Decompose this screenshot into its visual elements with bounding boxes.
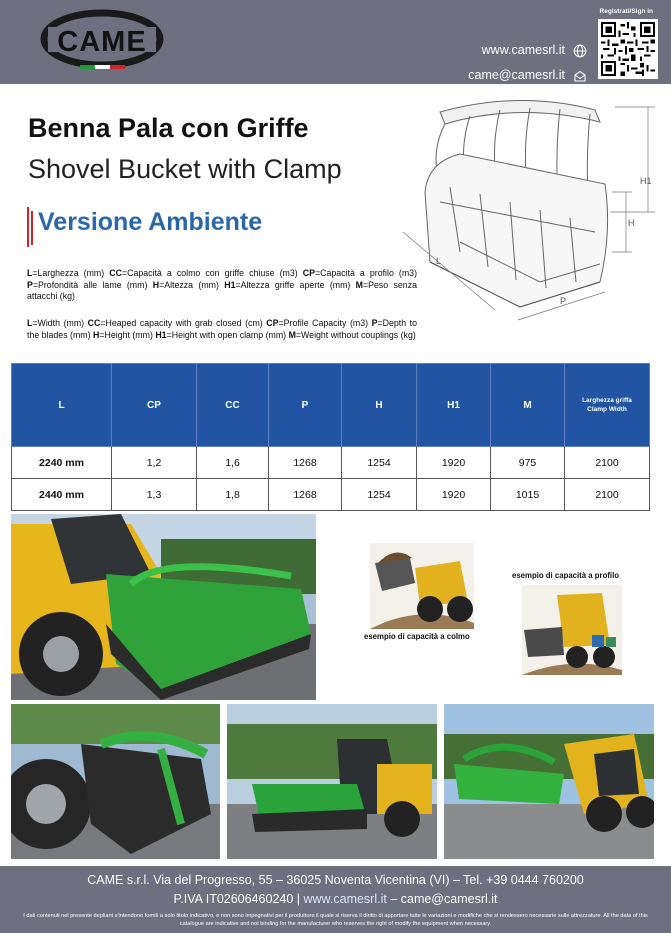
table-cell: 1268: [269, 447, 342, 479]
footer-website-link[interactable]: www.camesrl.it: [303, 892, 387, 906]
table-cell: 1254: [342, 479, 417, 511]
caption-profile-capacity: esempio di capacità a profilo: [512, 571, 620, 580]
photo-telehandler-front: [227, 704, 437, 859]
header-h1: H1: [417, 364, 491, 447]
came-logo: [40, 9, 164, 73]
header-clamp-width: Larghezza griffa Clamp Width: [565, 364, 650, 447]
footer-disclaimer: I dati contenuti nel presente depliant s'intendono forniti a solo titolo indicativo, e non sono impegnativi per il produttore il quale si riserva il diritto di apportare tutte le variazioni e modifiche che si rendessero necessarie sulle attrezzature. All the data of this catalogue are indicative and not binding for the manufacturer who reserves the right of modify the equipment when necessary.: [23, 913, 648, 927]
table-header-row: [12, 364, 650, 447]
table-cell: 1920: [417, 447, 491, 479]
version-accent-bars: [26, 207, 36, 247]
photo-telehandler-side: [444, 704, 654, 859]
header-h: H: [342, 364, 417, 447]
footer-address: CAME s.r.l. Via del Progresso, 55 – 36025 Noventa Vicentina (VI) – Tel. +39 0444 760200: [87, 873, 584, 887]
svg-text:L: L: [436, 256, 442, 266]
mail-icon: [573, 69, 587, 83]
svg-text:CAME: CAME: [57, 26, 147, 58]
photo-bucket-on-telehandler: [11, 514, 316, 700]
table-row: [12, 479, 650, 511]
footer-contacts: P.IVA IT02606460240 | www.camesrl.it – came@camesrl.it: [173, 892, 498, 906]
illustration-profile-capacity: [522, 585, 622, 675]
header-band: [0, 0, 671, 84]
table-cell: 1268: [269, 479, 342, 511]
table-cell: 2100: [565, 479, 650, 511]
caption-heaped-capacity: esempio di capacità a colmo: [364, 632, 470, 641]
table-cell: 975: [491, 447, 565, 479]
svg-text:H1: H1: [640, 176, 652, 186]
table-cell: 1015: [491, 479, 565, 511]
email-link[interactable]: came@camesrl.it: [468, 68, 565, 82]
table-cell: 1,8: [197, 479, 269, 511]
qr-code[interactable]: [598, 19, 658, 79]
table-row: [12, 447, 650, 479]
footer-band: [0, 866, 671, 933]
table-cell: 2100: [565, 447, 650, 479]
legend-italian: L=Larghezza (mm) CC=Capacità a colmo con griffe chiuse (m3) CP=Capacità a profilo (m3) P=Profondità alle lame (mm) H=Altezza (mm) H1=Altezza griffe aperte (mm) M=Peso senza attacchi (kg): [27, 268, 417, 301]
title-english: Shovel Bucket with Clamp: [28, 154, 342, 184]
svg-text:H: H: [628, 218, 635, 228]
table-cell: 2240 mm: [12, 447, 112, 479]
spec-table: [11, 363, 650, 511]
version-title: Versione Ambiente: [38, 208, 263, 236]
illustration-heaped-capacity: [370, 543, 474, 629]
legend-english: L=Width (mm) CC=Heaped capacity with grab closed (cm) CP=Profile Capacity (m3) P=Depth to the blades (mm) H=Height (mm) H1=Height with open clamp (mm) M=Weight without couplings (kg): [27, 318, 418, 340]
header-l: L: [12, 364, 112, 447]
table-cell: 1,3: [112, 479, 197, 511]
bucket-technical-drawing: [400, 92, 665, 327]
table-cell: 1254: [342, 447, 417, 479]
table-cell: 1,2: [112, 447, 197, 479]
header-m: M: [491, 364, 565, 447]
register-label: Registrati/Sign in: [599, 8, 653, 15]
title-italian: Benna Pala con Griffe: [28, 113, 309, 143]
header-cc: CC: [197, 364, 269, 447]
svg-text:P: P: [560, 296, 567, 306]
header-p: P: [269, 364, 342, 447]
contact-block: [468, 38, 587, 88]
photo-bucket-closeup: [11, 704, 220, 859]
table-cell: 2440 mm: [12, 479, 112, 511]
table-cell: 1920: [417, 479, 491, 511]
header-cp: CP: [112, 364, 197, 447]
globe-icon: [573, 44, 587, 58]
website-link[interactable]: www.camesrl.it: [481, 43, 565, 57]
table-cell: 1,6: [197, 447, 269, 479]
